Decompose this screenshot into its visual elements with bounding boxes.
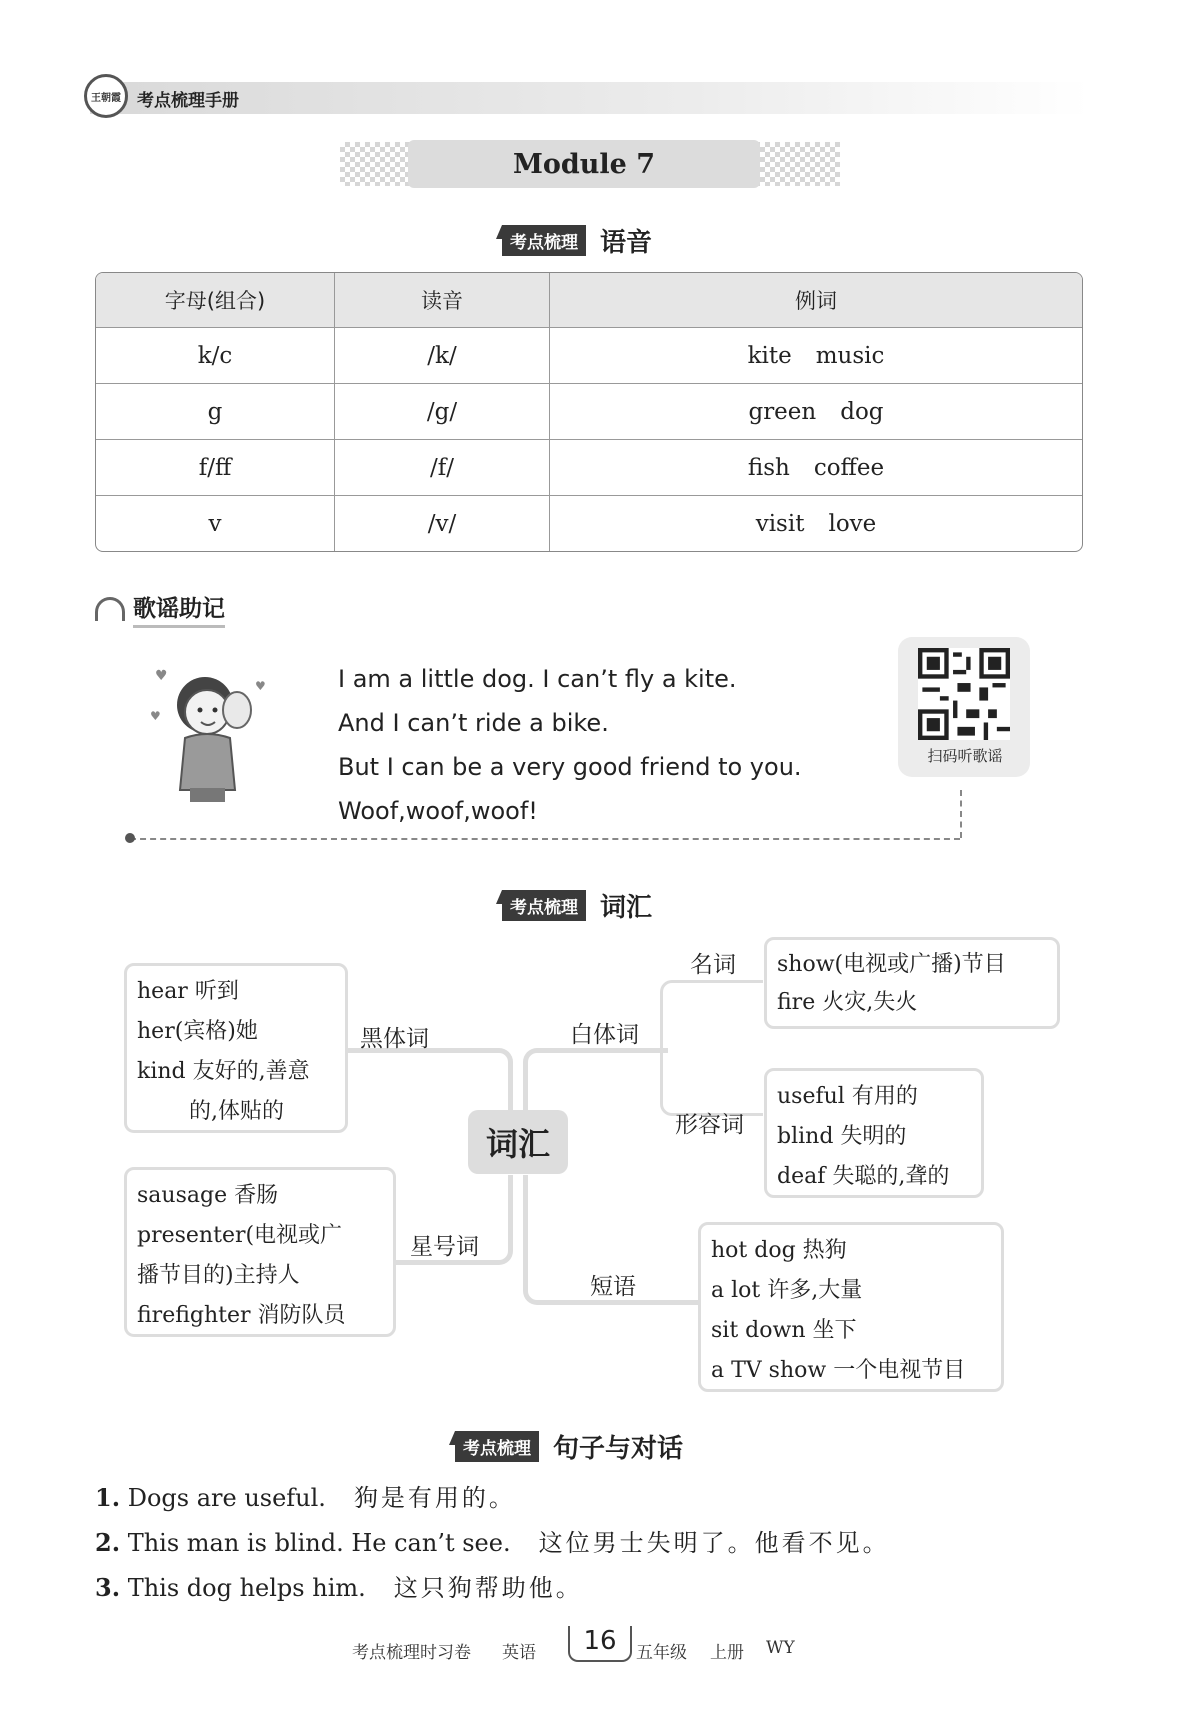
svg-text:♥: ♥	[255, 679, 266, 693]
table-row	[96, 384, 1082, 440]
sentence-item	[95, 1568, 583, 1603]
sentence-number: 1.	[95, 1483, 121, 1512]
section-title: 词汇	[600, 893, 653, 923]
section-title: 语音	[600, 228, 653, 258]
nouns-box	[764, 937, 1060, 1029]
sentence-number: 2.	[95, 1528, 121, 1557]
column-header: 读音	[335, 273, 550, 328]
song-line: And I can’t ride a bike.	[338, 709, 609, 737]
footer-edition: WY	[766, 1638, 795, 1658]
girl-with-puppy-illustration	[145, 660, 285, 810]
sentence-english: This man is blind. He can’t see.	[127, 1529, 511, 1557]
song-label: 歌谣助记	[133, 590, 225, 628]
example-word: music	[815, 342, 885, 369]
song-line: But I can be a very good friend to you.	[338, 753, 802, 781]
example-word: dog	[840, 398, 884, 425]
footer-term: 上册	[710, 1643, 744, 1663]
bold-words-box	[124, 963, 348, 1133]
example-word: love	[828, 510, 877, 537]
table-header-row	[96, 273, 1082, 328]
sound-cell: /f/	[335, 440, 550, 496]
vocab-item: 的,体贴的	[189, 1099, 284, 1124]
module-title: Module 7	[408, 140, 760, 188]
sentence-chinese: 这位男士失明了。他看不见。	[538, 1529, 890, 1557]
examples-cell	[550, 440, 1082, 496]
sound-cell: /g/	[335, 384, 550, 440]
vocab-item: hear 听到	[137, 979, 239, 1004]
example-word: coffee	[813, 454, 885, 481]
adjectives-box	[764, 1068, 984, 1198]
svg-text:♥: ♥	[150, 709, 161, 723]
qr-code[interactable]	[918, 648, 1010, 740]
song-line: Woof,woof,woof!	[338, 797, 538, 825]
sentences-heading	[455, 1428, 683, 1465]
table-row	[96, 440, 1082, 496]
adjectives-label: 形容词	[675, 1112, 744, 1138]
section-tag: 考点梳理	[502, 890, 586, 921]
vocab-heading	[502, 887, 652, 924]
sentence-number: 3.	[95, 1573, 121, 1602]
column-header: 例词	[550, 273, 1082, 328]
vocab-item: firefighter 消防队员	[137, 1303, 346, 1328]
column-header: 字母(组合)	[96, 273, 335, 328]
vocab-item: sausage 香肠	[137, 1183, 279, 1208]
phrases-box	[698, 1222, 1004, 1392]
vocab-item: useful 有用的	[777, 1084, 918, 1109]
vocab-item: hot dog 热狗	[711, 1238, 847, 1263]
example-word: fish	[747, 454, 790, 481]
example-word: green	[748, 398, 817, 425]
vocab-item: a lot 许多,大量	[711, 1278, 863, 1303]
examples-cell	[550, 496, 1082, 551]
divider-dot	[125, 833, 135, 843]
mindmap-center: 词汇	[468, 1110, 568, 1174]
header-band	[90, 82, 1090, 114]
star-words-box	[124, 1167, 396, 1337]
letters-cell: g	[96, 384, 335, 440]
section-title: 句子与对话	[553, 1434, 684, 1464]
letters-cell: f/ff	[96, 440, 335, 496]
song-line: I am a little dog. I can’t fly a kite.	[338, 665, 737, 693]
sentence-english: Dogs are useful.	[127, 1484, 326, 1512]
table-row	[96, 496, 1082, 551]
vocab-item: her(宾格)她	[137, 1019, 258, 1044]
sentence-item	[95, 1478, 516, 1513]
dashed-divider	[130, 838, 960, 840]
sentence-chinese: 这只狗帮助他。	[393, 1574, 583, 1602]
vocab-item: a TV show 一个电视节目	[711, 1358, 966, 1383]
footer-grade: 五年级	[636, 1643, 687, 1663]
publisher-logo: 王朝霞	[84, 74, 128, 118]
sound-cell: /v/	[335, 496, 550, 551]
svg-text:♥: ♥	[155, 668, 168, 684]
footer-book-title: 考点梳理时习卷	[352, 1643, 471, 1663]
dashed-connector	[960, 790, 962, 838]
table-row	[96, 328, 1082, 384]
qr-caption: 扫码听歌谣	[927, 747, 1003, 765]
sound-cell: /k/	[335, 328, 550, 384]
page-number: 16	[568, 1626, 632, 1662]
plain-words-label: 白体词	[570, 1022, 639, 1048]
nouns-label: 名词	[690, 952, 736, 978]
footer-subject: 英语	[502, 1643, 536, 1663]
sentence-item	[95, 1523, 890, 1558]
song-heading	[95, 590, 225, 628]
example-word: kite	[747, 342, 792, 369]
sentence-english: This dog helps him.	[127, 1574, 366, 1602]
examples-cell	[550, 328, 1082, 384]
vocab-item: presenter(电视或广	[137, 1223, 343, 1248]
header-title: 考点梳理手册	[137, 91, 239, 111]
letters-cell: k/c	[96, 328, 335, 384]
connector-plain-branches	[660, 980, 763, 1116]
vocab-item: 播节目的)主持人	[137, 1263, 300, 1288]
example-word: visit	[755, 510, 805, 537]
section-tag: 考点梳理	[455, 1431, 539, 1462]
headphone-icon	[95, 597, 125, 621]
vocab-item: deaf 失聪的,聋的	[777, 1164, 950, 1189]
section-tag: 考点梳理	[502, 225, 586, 256]
phrases-label: 短语	[590, 1274, 636, 1300]
sentence-chinese: 狗是有用的。	[353, 1484, 516, 1512]
examples-cell	[550, 384, 1082, 440]
letters-cell: v	[96, 496, 335, 551]
star-words-label: 星号词	[410, 1234, 479, 1260]
vocab-item: fire 火灾,失火	[777, 990, 918, 1015]
phonics-table	[95, 272, 1083, 552]
phonics-heading	[502, 222, 652, 259]
vocab-item: blind 失明的	[777, 1124, 907, 1149]
vocab-item: show(电视或广播)节目	[777, 952, 1006, 977]
bold-words-label: 黑体词	[360, 1026, 429, 1052]
vocab-item: sit down 坐下	[711, 1318, 857, 1343]
vocab-item: kind 友好的,善意	[137, 1059, 310, 1084]
